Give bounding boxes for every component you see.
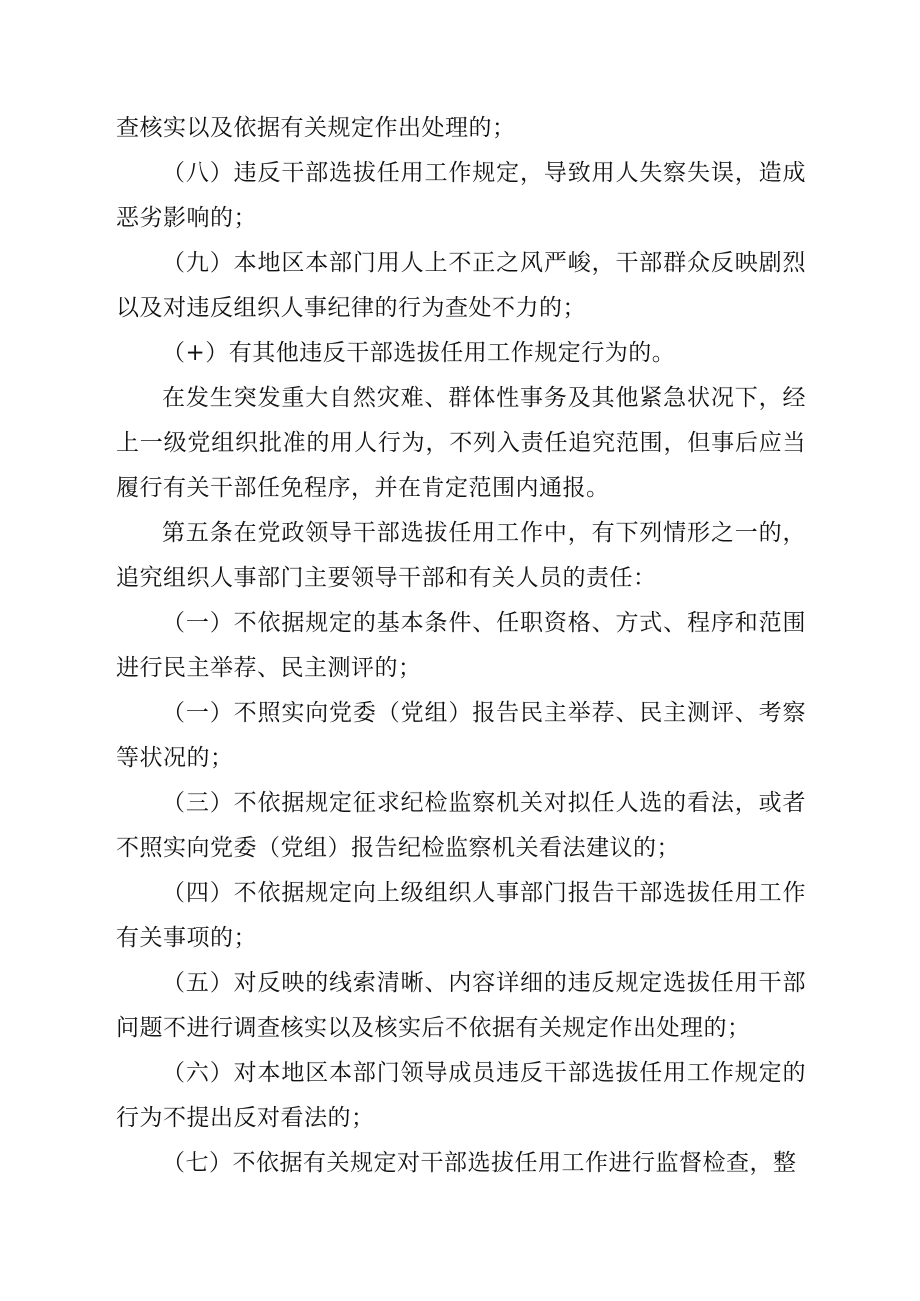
paragraph-article-5-item-7: （七）不依据有关规定对干部选拔任用工作进行监督检查，整: [162, 1150, 797, 1176]
paragraph-item-10: （+）有其他违反干部选拔任用工作规定行为的。: [162, 340, 676, 366]
paragraph-article-5-item-2: （一）不照实向党委（党组）报告民主举荐、民主测评、考察等状况的；: [116, 700, 806, 771]
paragraph-article-5-item-1: （一）不依据规定的基本条件、任职资格、方式、程序和范围进行民主举荐、民主测评的；: [116, 610, 806, 681]
paragraph-article-5-item-6: （六）对本地区本部门领导成员违反干部选拔任用工作规定的行为不提出反对看法的；: [116, 1060, 806, 1131]
paragraph-article-5-item-4: （四）不依据规定向上级组织人事部门报告干部选拔任用工作有关事项的；: [116, 880, 806, 951]
paragraph-emergency-exception: 在发生突发重大自然灾难、群体性事务及其他紧急状况下，经上一级党组织批准的用人行为，不列入责任追究范围，但事后应当履行有关干部任免程序，并在肯定范围内通报。: [116, 385, 806, 501]
paragraph-article-5-item-5: （五）对反映的线索清晰、内容详细的违反规定选拔任用干部问题不进行调查核实以及核实后不依据有关规定作出处理的；: [116, 970, 806, 1041]
paragraph-article-5: 第五条在党政领导干部选拔任用工作中，有下列情形之一的，追究组织人事部门主要领导干部和有关人员的责任：: [116, 520, 806, 591]
paragraph-item-9: （九）本地区本部门用人上不正之风严峻，干部群众反映剧烈以及对违反组织人事纪律的行为查处不力的；: [116, 250, 806, 321]
document-body: [116, 106, 806, 1186]
paragraph-item-8: （八）违反干部选拔任用工作规定，导致用人失察失误，造成恶劣影响的；: [116, 160, 806, 231]
paragraph-continuation: 查核实以及依据有关规定作出处理的；: [116, 115, 516, 141]
paragraph-article-5-item-3: （三）不依据规定征求纪检监察机关对拟任人选的看法，或者不照实向党委（党组）报告纪检监察机关看法建议的；: [116, 790, 806, 861]
